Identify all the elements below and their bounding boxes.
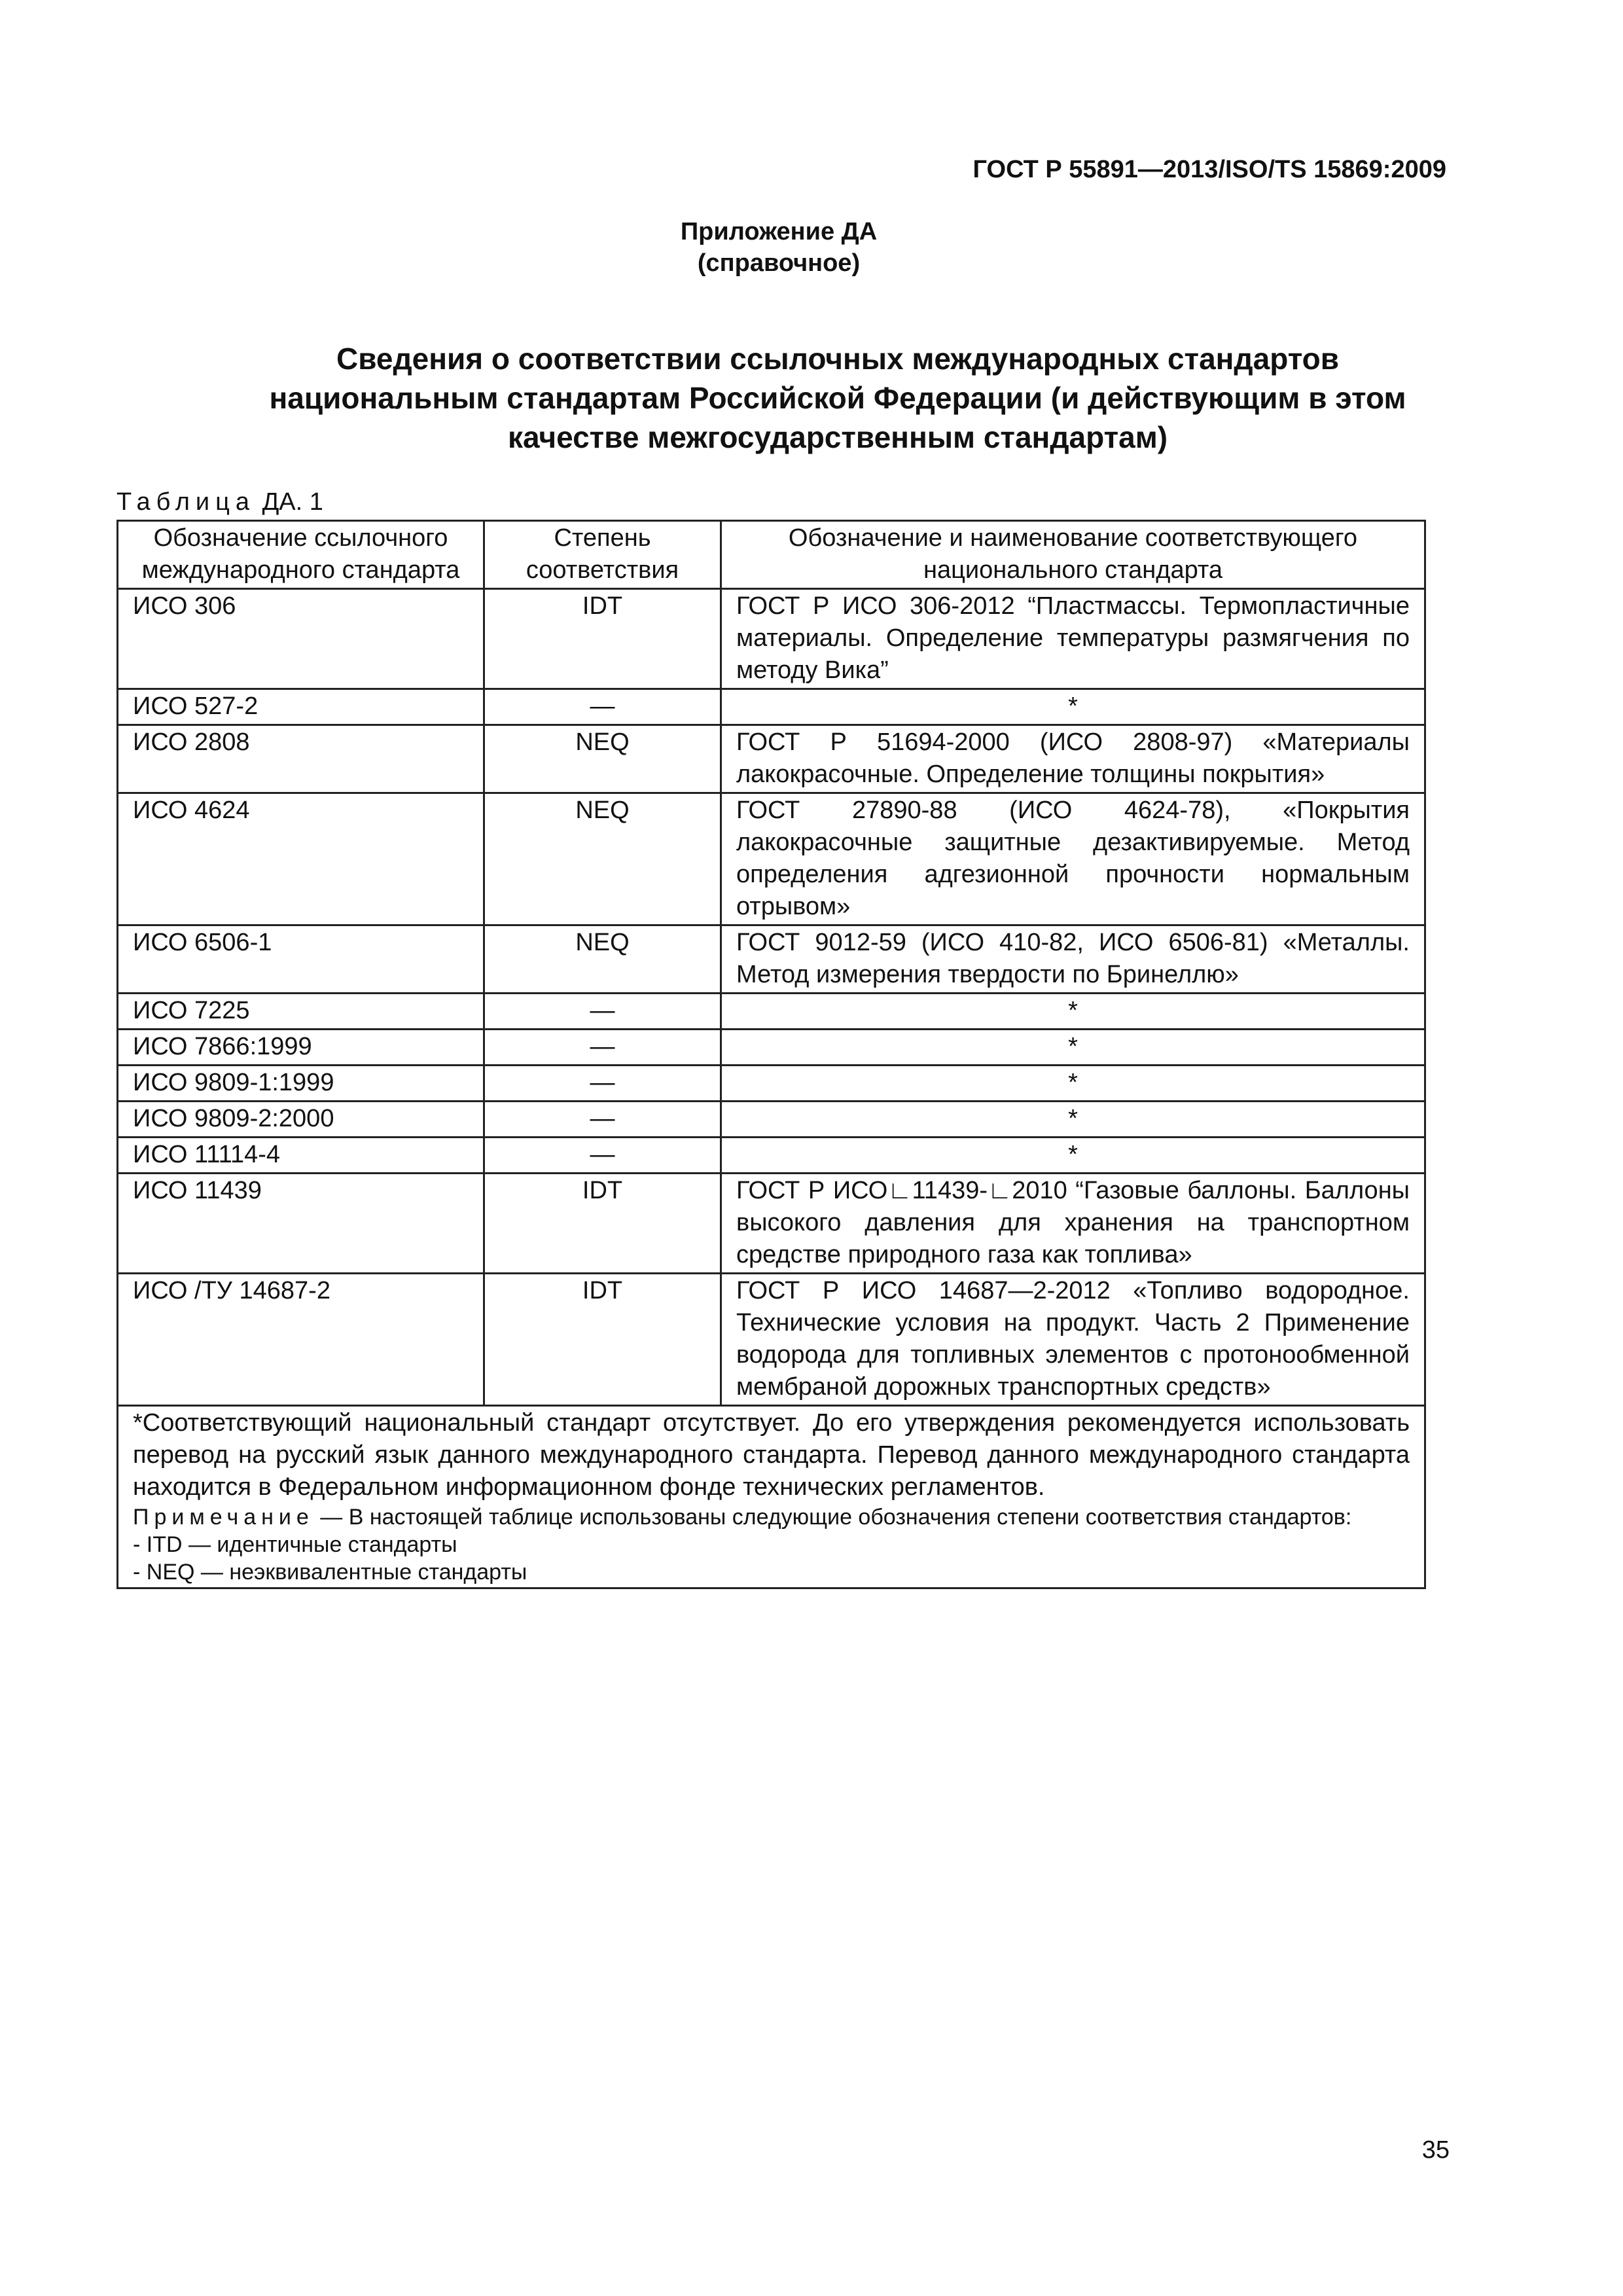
table-header-row [118,521,1425,589]
footnote-cell [118,1406,1425,1588]
ref-cell: ИСО 7225 [118,994,484,1030]
degree-cell: — [484,1138,721,1174]
header-ref-standard: Обозначение ссылочного международного стандарта [118,521,484,589]
national-cell: ГОСТ Р ИСО∟11439-∟2010 “Газовые баллоны. Баллоны высокого давления для хранения на транспортном средстве природного газа как топлива» [721,1174,1425,1274]
appendix-title: Приложение ДА [680,218,878,245]
degree-cell: — [484,1066,721,1102]
table-row [118,793,1425,925]
note-item-itd: - ITD — идентичные стандарты [133,1532,457,1557]
degree-cell: — [484,1030,721,1066]
footnote-text: *Соответствующий национальный стандарт отсутствует. До его утверждения рекомендуется использовать перевод на русский язык данного международного стандарта. Перевод данного международного стандарта находится в Федеральном информационном фонде технических регламентов. [133,1409,1410,1501]
degree-cell: — [484,689,721,725]
note-text: — В настоящей таблице использованы следующие обозначения степени соответствия стандартов: [313,1505,1352,1530]
national-cell: * [721,1030,1425,1066]
correspondence-table [116,520,1426,1589]
national-cell: ГОСТ 27890-88 (ИСО 4624-78), «Покрытия лакокрасочные защитные дезактивируемые. Метод определения адгезионной прочности нормальным отрывом» [721,793,1425,925]
table-row [118,925,1425,994]
national-cell: * [721,1138,1425,1174]
national-cell: ГОСТ 9012-59 (ИСО 410-82, ИСО 6506-81) «Металлы. Метод измерения твердости по Бринеллю» [721,925,1425,994]
ref-cell: ИСО /ТУ 14687-2 [118,1274,484,1406]
national-cell: * [721,1066,1425,1102]
table-caption-number: ДА. 1 [262,488,323,516]
title-line-3: качестве межгосударственным стандартам) [507,420,1168,454]
note-item-neq: - NEQ — неэквивалентные стандарты [133,1560,527,1585]
degree-cell: IDT [484,589,721,689]
degree-cell: IDT [484,1174,721,1274]
degree-cell: IDT [484,1274,721,1406]
document-code: ГОСТ Р 55891—2013/ISO/TS 15869:2009 [972,156,1446,183]
ref-cell: ИСО 6506-1 [118,925,484,994]
table-caption [116,488,323,516]
table-body [118,589,1425,1588]
ref-cell: ИСО 11114-4 [118,1138,484,1174]
ref-cell: ИСО 9809-1:1999 [118,1066,484,1102]
national-cell: * [721,994,1425,1030]
ref-cell: ИСО 306 [118,589,484,689]
page-number: 35 [1421,2136,1450,2164]
degree-cell: — [484,994,721,1030]
table-row [118,994,1425,1030]
table-row [118,1066,1425,1102]
table-row [118,689,1425,725]
ref-cell: ИСО 9809-2:2000 [118,1102,484,1138]
appendix-subtitle: (справочное) [697,249,861,277]
table-row [118,1138,1425,1174]
table-row [118,1274,1425,1406]
title-line-1: Сведения о соответствии ссылочных международных стандартов [336,342,1340,376]
ref-cell: ИСО 527-2 [118,689,484,725]
table-footnote-row [118,1406,1425,1588]
national-cell: * [721,1102,1425,1138]
table-row [118,725,1425,793]
degree-cell: — [484,1102,721,1138]
table-row [118,1174,1425,1274]
title-line-2: национальным стандартам Российской Федерации (и действующим в этом [269,381,1406,415]
appendix-heading [0,216,1558,279]
table-row [118,589,1425,689]
ref-cell: ИСО 2808 [118,725,484,793]
table-row [118,1102,1425,1138]
degree-cell: NEQ [484,725,721,793]
table-caption-word: Таблица [116,488,255,516]
ref-cell: ИСО 7866:1999 [118,1030,484,1066]
header-national-standard: Обозначение и наименование соответствующего национального стандарта [721,521,1425,589]
national-cell: * [721,689,1425,725]
section-title [118,339,1558,457]
table-row [118,1030,1425,1066]
ref-cell: ИСО 4624 [118,793,484,925]
header-degree: Степень соответствия [484,521,721,589]
ref-cell: ИСО 11439 [118,1174,484,1274]
national-cell: ГОСТ Р ИСО 306-2012 “Пластмассы. Термопластичные материалы. Определение температуры размягчения по методу Вика” [721,589,1425,689]
note-block [133,1503,1410,1531]
degree-cell: NEQ [484,925,721,994]
note-word: Примечание [133,1505,314,1530]
national-cell: ГОСТ Р ИСО 14687—2-2012 «Топливо водородное. Технические условия на продукт. Часть 2 Применение водорода для топливных элементов с протонообменной мембраной дорожных транспортных средств» [721,1274,1425,1406]
national-cell: ГОСТ Р 51694-2000 (ИСО 2808-97) «Материалы лакокрасочные. Определение толщины покрытия» [721,725,1425,793]
degree-cell: NEQ [484,793,721,925]
